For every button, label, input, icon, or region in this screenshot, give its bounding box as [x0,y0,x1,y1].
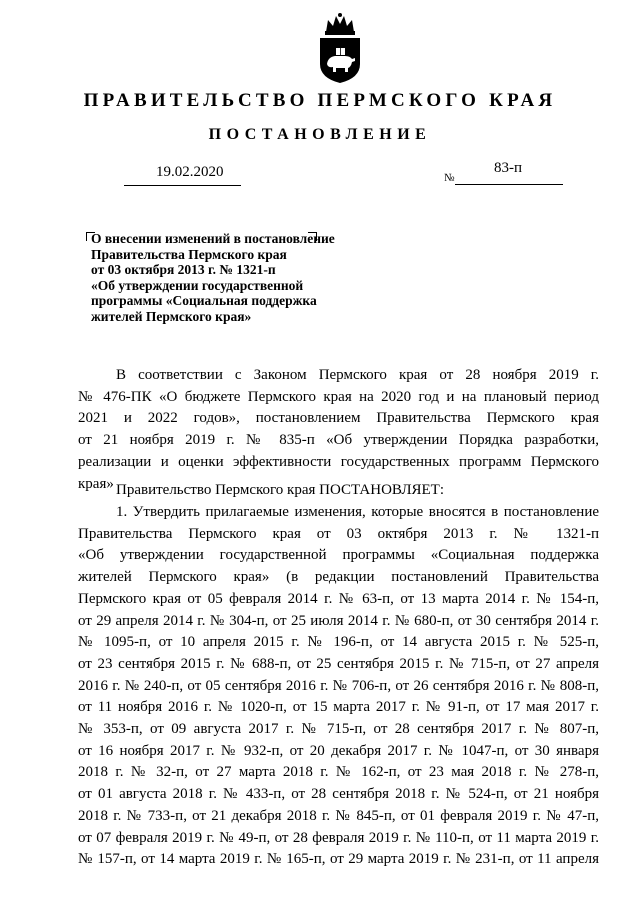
text-line: от 16 ноября 2017 г. № 932-п, от 20 декабря 2017 г. № 1047-п, от 30 января [78,742,599,759]
document-subject [91,231,381,324]
text-line: Пермского края от 05 февраля 2014 г. № 63-п, от 13 марта 2014 г. № 154-п, [78,590,599,607]
subject-line: Правительства Пермского края [91,246,287,262]
text-line: от 01 августа 2018 г. № 433-п, от 28 сентября 2018 г. № 524-п, от 21 ноября [78,786,599,803]
subject-line: О внесении изменений в постановление [91,231,335,246]
text-line: 2016 г. № 240-п, от 05 сентября 2016 г. № 706-п, от 26 сентября 2016 г. № 808-п, [78,677,599,694]
subject-line: программы «Социальная поддержка [91,293,317,308]
text-line: 2018 г. № 32-п, от 27 марта 2018 г. № 162-п, от 23 мая 2018 г. № 278-п, [78,764,599,781]
text-line: реализации и оценки эффективности государственных программ Пермского [78,453,599,470]
number-sign: № [444,172,455,184]
text-line: от 07 февраля 2019 г. № 49-п, от 28 февраля 2019 г. № 110-п, от 11 марта 2019 г. [78,829,599,846]
text-line: № 157-п, от 14 марта 2019 г. № 165-п, от 29 марта 2019 г. № 231-п, от 11 апреля [78,851,599,868]
text-line: «Об утверждении государственной программы «Социальная поддержка [78,547,599,564]
text-line: № 1095-п, от 10 апреля 2015 г. № 196-п, от 14 августа 2015 г. № 525-п, [78,634,599,651]
document-type: ПОСТАНОВЛЕНИЕ [208,126,432,143]
text-line: от 11 ноября 2016 г. № 1020-п, от 15 марта 2017 г. № 91-п, от 17 мая 2017 г. [78,699,599,716]
text-line: 2021 и 2022 годов», постановлением Правительства Пермского края [78,410,599,427]
item-1-paragraph [78,502,599,871]
preamble-paragraph [78,365,599,495]
text-line: от 21 ноября 2019 г. № 835-п «Об утверждении Порядка разработки, [78,432,599,449]
number-underline [455,184,563,185]
document-date: 19.02.2020 [156,164,224,180]
subject-line: жителей Пермского края» [91,308,252,324]
text-line: 2018 г. № 733-п, от 21 декабря 2018 г. № 845-п, от 01 февраля 2019 г. № 47-п, [78,807,599,824]
text-line: № 353-п, от 09 августа 2017 г. № 715-п, от 28 сентября 2017 г. № 807-п, [78,721,599,738]
coat-of-arms-icon [318,12,362,84]
text-line: 1. Утвердить прилагаемые изменения, которые вносятся в постановление [116,504,599,520]
text-line: от 29 апреля 2014 г. № 304-п, от 25 июля 2014 г. № 680-п, от 30 сентября 2014 г. [78,612,599,629]
resolution-paragraph [78,480,599,502]
text-line: жителей Пермского края» (в редакции постановлений Правительства [78,569,599,586]
document-number: 83-п [494,160,523,176]
subject-line: «Об утверждении государственной [91,277,304,293]
text-line: края» [78,475,114,492]
subject-line: от 03 октября 2013 г. № 1321-п [91,262,276,277]
government-title: ПРАВИТЕЛЬСТВО ПЕРМСКОГО КРАЯ [83,90,557,111]
date-underline [124,185,241,186]
text-line: от 23 сентября 2015 г. № 688-п, от 25 сентября 2015 г. № 715-п, от 27 апреля [78,655,599,672]
text-line: № 476-ПК «О бюджете Пермского края на 2020 год и на плановый период [78,388,599,405]
text-line: Правительства Пермского края от 03 октября 2013 г. № 1321-п [78,525,599,542]
text-line: Правительство Пермского края ПОСТАНОВЛЯЕТ: [116,482,445,498]
text-line: В соответствии с Законом Пермского края от 28 ноября 2019 г. [116,367,599,383]
